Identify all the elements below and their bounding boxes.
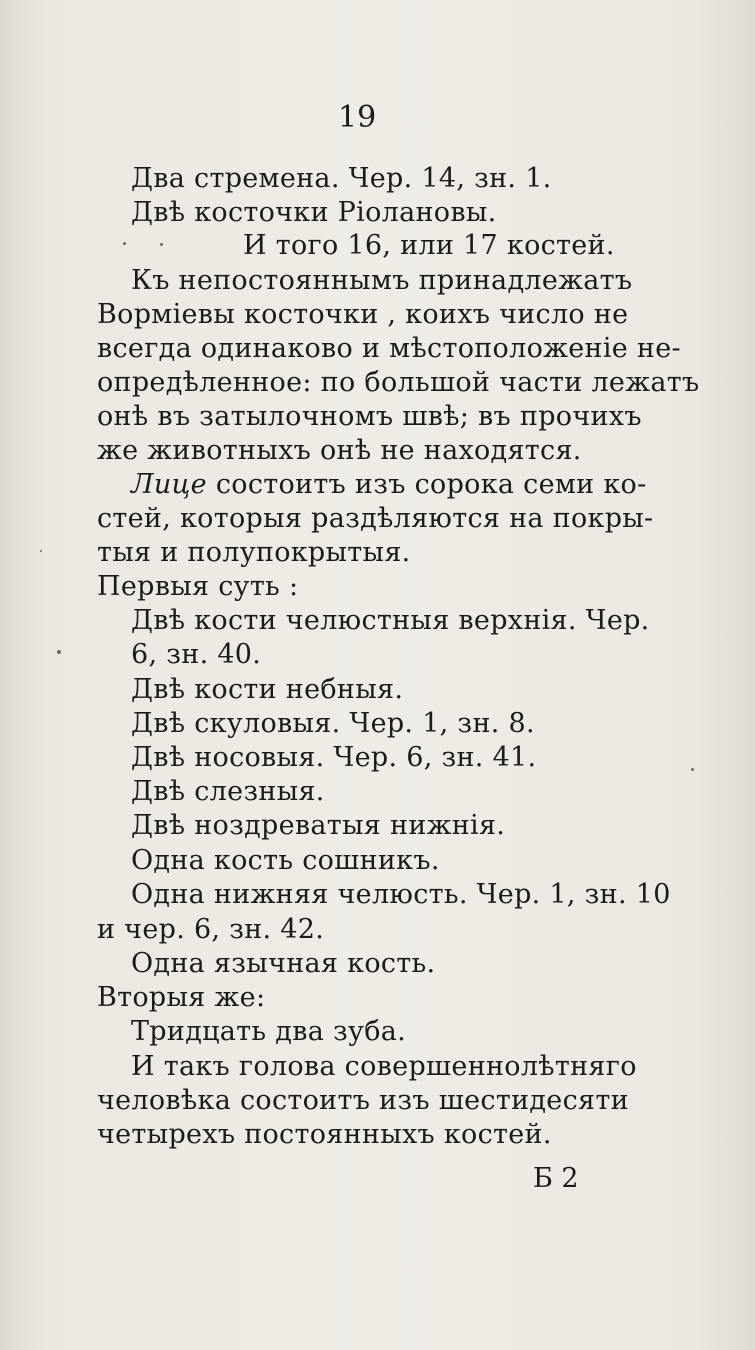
text-line: Два стремена. Чер. 14, зн. 1. [131,163,552,194]
text-line: и чер. 6, зн. 42. [97,914,325,945]
text-line: Двѣ слезныя. [131,776,325,807]
text-line: четырехъ постоянныхъ костей. [97,1119,552,1150]
text-line: же животныхъ онѣ не находятся. [97,435,582,466]
text-line: Ворміевы косточки , коихъ число не [97,299,629,330]
text-line: Двѣ кости челюстныя верхнія. Чер. [131,605,650,636]
page-number: 19 [338,100,377,135]
text-line: опредѣленное: по большой части лежатъ [97,367,700,398]
section-term-face: Лице [131,469,207,500]
text-line: Двѣ носовыя. Чер. 6, зн. 41. [131,742,537,773]
text-line: И такъ голова совершеннолѣтняго [131,1051,637,1082]
text-line: Одна кость сошникъ. [131,845,440,876]
text-line: Двѣ косточки Ріолановы. [131,197,497,228]
text-line: Вторыя же: [97,982,266,1013]
text-line: И того 16, или 17 костей. [243,230,615,261]
paper-speck [160,243,163,246]
text-line: Первыя суть : [97,571,299,602]
text-line: 6, зн. 40. [131,639,262,670]
text-line: Къ непостояннымъ принадлежатъ [131,265,633,296]
paper-speck [691,768,694,771]
text-line: Одна язычная кость. [131,948,436,979]
text-line: стей, которыя раздѣляются на покры- [97,503,654,534]
text-line: Двѣ кости небныя. [131,674,404,705]
paper-speck [57,650,61,654]
text-line: тыя и полупокрытыя. [97,537,411,568]
text-line: Тридцать два зуба. [131,1016,407,1047]
text-line [131,468,647,502]
paper-speck [123,242,126,245]
signature-mark: Б 2 [533,1163,579,1194]
text-line: всегда одинаково и мѣстоположеніе не- [97,333,681,364]
text-line: человѣка состоитъ изъ шестидесяти [97,1085,629,1116]
text-line: Двѣ ноздреватыя нижнія. [131,810,506,841]
text-line-rest: состоитъ изъ сорока семи ко- [206,469,647,500]
text-line: Двѣ скуловыя. Чер. 1, зн. 8. [131,708,535,739]
paper-speck [40,550,42,552]
text-line: онѣ въ затылочномъ швѣ; въ прочихъ [97,401,642,432]
text-line: Одна нижняя челюсть. Чер. 1, зн. 10 [131,879,671,910]
